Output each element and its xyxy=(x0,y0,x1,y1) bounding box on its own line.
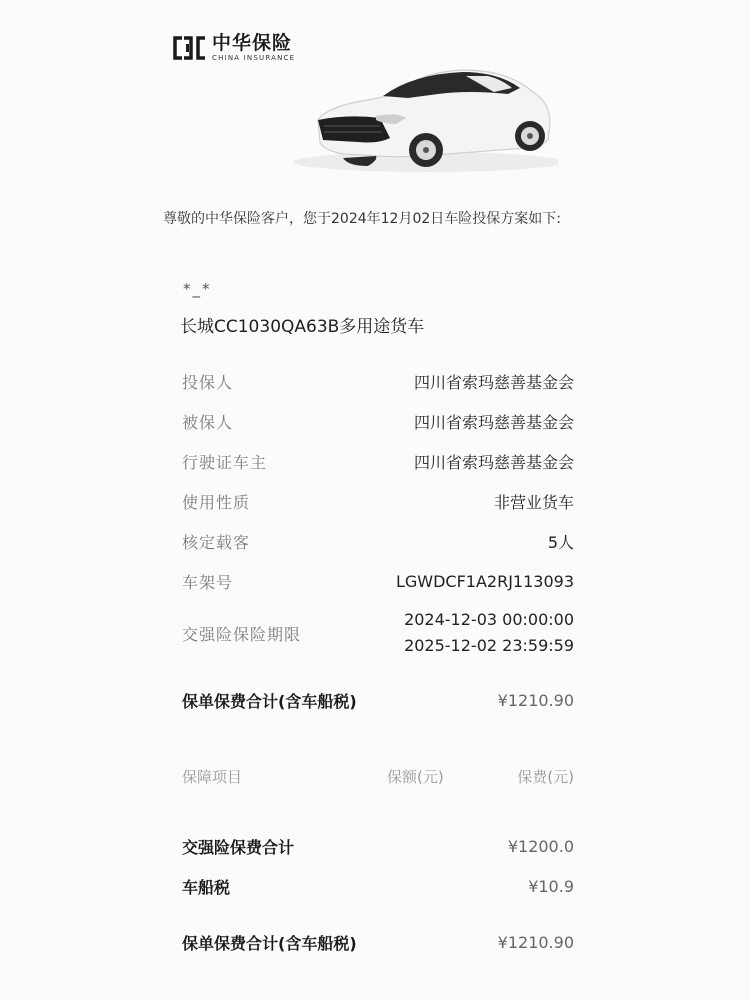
brand-name-en: CHINA INSURANCE xyxy=(212,54,296,62)
total-value: ¥1210.90 xyxy=(497,933,574,952)
compulsory-premium-total xyxy=(182,835,574,858)
info-value: 5人 xyxy=(547,533,574,552)
intro-text: 尊敬的中华保险客户，您于2024年12月02日车险投保方案如下: xyxy=(163,211,561,227)
info-row-applicant xyxy=(182,370,574,393)
info-row-license-owner xyxy=(182,450,574,473)
info-row-insurance-period xyxy=(182,607,574,659)
info-row-usage-type xyxy=(182,490,574,513)
info-row-insured xyxy=(182,410,574,433)
masked-customer-name: *_* xyxy=(183,280,212,298)
total-value: ¥1210.90 xyxy=(497,691,574,710)
header-premium: 保费(元) xyxy=(517,768,574,786)
info-row-vin xyxy=(182,570,574,593)
vehicle-model: 长城CC1030QA63B多用途货车 xyxy=(180,317,425,337)
info-value: 四川省索玛慈善基金会 xyxy=(413,453,574,472)
info-value: 四川省索玛慈善基金会 xyxy=(413,373,574,392)
period-values xyxy=(404,607,574,659)
car-illustration xyxy=(288,62,558,174)
info-value: LGWDCF1A2RJ113093 xyxy=(395,572,574,591)
total-label: 保单保费合计(含车船税) xyxy=(182,692,357,711)
period-end: 2025-12-02 23:59:59 xyxy=(404,636,574,655)
china-insurance-logo-icon xyxy=(172,35,208,61)
info-label: 投保人 xyxy=(182,373,234,392)
info-label: 使用性质 xyxy=(182,493,251,512)
brand-logo xyxy=(172,34,295,62)
info-value: 四川省索玛慈善基金会 xyxy=(413,413,574,432)
info-label: 被保人 xyxy=(182,413,234,432)
policy-total-top xyxy=(182,689,574,712)
vehicle-tax xyxy=(182,875,574,898)
brand-name-cn: 中华保险 xyxy=(212,32,293,54)
info-row-seats xyxy=(182,530,574,553)
info-label: 核定载客 xyxy=(182,533,251,552)
info-value: 非营业货车 xyxy=(493,493,574,512)
info-label: 行驶证车主 xyxy=(182,453,268,472)
total-label: 车船税 xyxy=(182,878,231,897)
total-label: 交强险保费合计 xyxy=(182,838,295,857)
info-label: 交强险保险期限 xyxy=(182,624,302,644)
total-value: ¥10.9 xyxy=(528,877,574,896)
total-label: 保单保费合计(含车船税) xyxy=(182,934,357,953)
policy-grand-total xyxy=(182,931,574,954)
header-item: 保障项目 xyxy=(182,768,243,786)
info-label: 车架号 xyxy=(182,573,234,592)
header-amount: 保额(元) xyxy=(387,768,444,786)
period-start: 2024-12-03 00:00:00 xyxy=(404,610,574,629)
total-value: ¥1200.0 xyxy=(507,837,574,856)
